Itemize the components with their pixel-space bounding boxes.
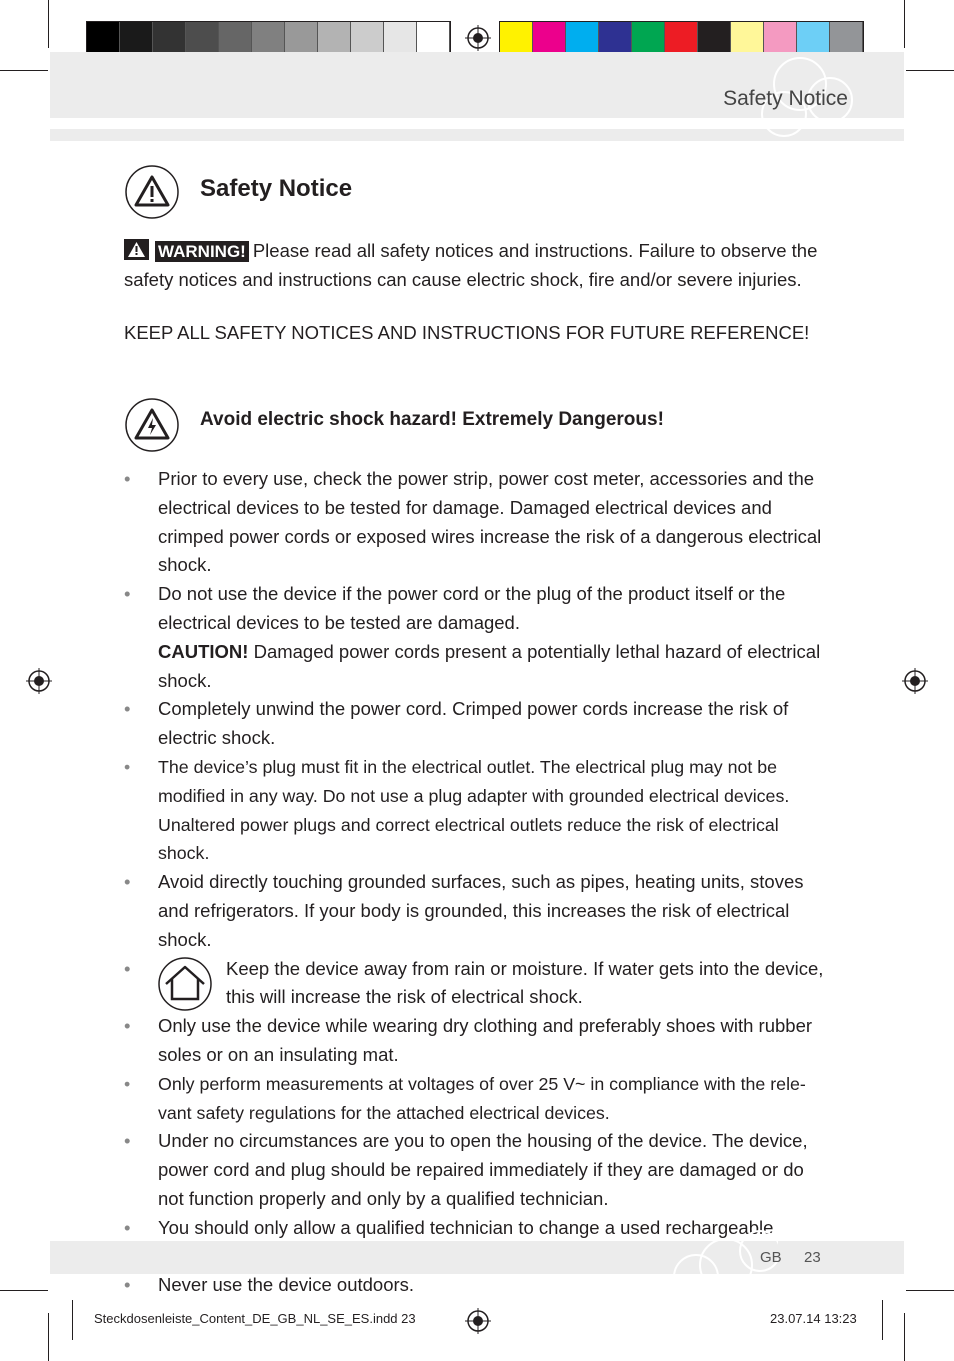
running-header-title: Safety Notice	[723, 87, 848, 110]
list-item-text: Do not use the device if the power cord or the plug of the product itself or the electrical devices to be tested are damaged.	[158, 583, 786, 633]
color-swatch	[186, 22, 219, 55]
indoor-use-house-icon	[158, 957, 212, 1011]
crop-mark	[904, 0, 905, 48]
slug-timestamp: 23.07.14 13:23	[770, 1311, 857, 1326]
color-swatch	[764, 22, 797, 55]
crop-mark	[0, 70, 48, 71]
caution-text: Damaged power cords present a potentially lethal hazard of electrical shock.	[158, 640, 821, 691]
color-swatch	[797, 22, 830, 55]
registration-mark-icon	[26, 668, 52, 694]
color-swatch	[87, 22, 120, 55]
color-swatch	[566, 22, 599, 55]
color-swatch	[698, 22, 731, 55]
electric-shock-title: Avoid electric shock hazard! Extremely Dangerous!	[200, 409, 664, 430]
crop-mark	[48, 1313, 49, 1361]
list-item	[124, 955, 834, 1013]
gray-color-bar	[86, 21, 451, 56]
color-swatch	[120, 22, 153, 55]
warning-text: Please read all safety notices and instructions. Failure to observe the safety notices and instructions can cause electric shock, fire and/or severe injuries.	[124, 240, 818, 290]
color-swatch	[318, 22, 351, 55]
page-number-value: 23	[804, 1249, 821, 1266]
warning-badge-icon	[124, 239, 149, 260]
color-swatch	[384, 22, 417, 55]
list-item: • Avoid directly touching grounded surfaces, such as pipes, heating units, stoves and refrigerators. If your body is grounded, this increases the risk of electrical shock.	[124, 868, 834, 954]
color-swatch	[285, 22, 318, 55]
crop-mark	[48, 0, 49, 48]
crop-mark	[906, 70, 954, 71]
safety-bullet-list	[124, 465, 834, 1300]
registration-mark-icon	[465, 25, 491, 51]
list-item: • Never use the device outdoors.	[124, 1271, 834, 1300]
crop-mark	[882, 1300, 883, 1340]
list-item: • Completely unwind the power cord. Crimped power cords increase the risk of electric shock.	[124, 695, 834, 753]
warning-paragraph	[124, 236, 844, 294]
keep-instructions-notice: KEEP ALL SAFETY NOTICES AND INSTRUCTIONS FOR FUTURE REFERENCE!	[124, 322, 810, 343]
crop-mark	[906, 1290, 954, 1291]
warning-triangle-icon	[125, 165, 179, 219]
list-item: • Prior to every use, check the power strip, power cost meter, accessories and the electrical devices to be tested for damage. Damaged electrical devices and crimped power cords or exposed wires increase the risk of a dangerous electrical shock.	[124, 465, 834, 580]
color-swatch	[252, 22, 285, 55]
color-swatch	[500, 22, 533, 55]
color-swatch	[351, 22, 384, 55]
list-item: • Only use the device while wearing dry clothing and preferably shoes with rubber soles or on an insulating mat.	[124, 1012, 834, 1070]
color-swatch	[665, 22, 698, 55]
list-item: • Under no circumstances are you to open the housing of the device. The device, power cord and plug should be repaired immediately if they are damaged or do not function properly and only by a qualified technician.	[124, 1127, 834, 1213]
color-swatch	[731, 22, 764, 55]
list-item	[124, 580, 834, 695]
caution-label: CAUTION!	[158, 640, 249, 662]
list-item: • Only perform measurements at voltages of over 25 V~ in compliance with the rele-vant safety regulations for the attached electrical devices.	[124, 1070, 834, 1128]
language-code: GB	[760, 1249, 782, 1266]
color-swatch	[830, 22, 863, 55]
electric-hazard-icon	[125, 398, 179, 452]
registration-mark-icon	[465, 1308, 491, 1334]
crop-mark	[904, 1313, 905, 1361]
list-item: • The device’s plug must fit in the electrical outlet. The electrical plug may not be modified in any way. Do not use a plug adapter with grounded electrical devices. Unaltered power plugs and correct electrical outlets reduce the risk of electrical shock.	[124, 753, 834, 868]
color-swatch	[219, 22, 252, 55]
color-swatch	[417, 22, 450, 55]
color-swatch	[533, 22, 566, 55]
color-swatch	[599, 22, 632, 55]
list-item: • You should only allow a qualified technician to change a used rechargeable	[124, 1214, 834, 1272]
slug-filename: Steckdosenleiste_Content_DE_GB_NL_SE_ES.indd 23	[94, 1311, 416, 1326]
crop-mark	[0, 1290, 48, 1291]
warning-label: WARNING!	[155, 241, 249, 262]
page-number	[760, 1249, 821, 1266]
list-item-text: • Keep the device away from rain or moisture. If water gets into the device, this will increase the risk of electrical shock.	[226, 957, 824, 1008]
section-title: Safety Notice	[200, 175, 353, 202]
process-color-bar	[499, 21, 864, 56]
crop-mark	[72, 1300, 73, 1340]
color-swatch	[153, 22, 186, 55]
color-swatch	[632, 22, 665, 55]
registration-mark-icon	[902, 668, 928, 694]
